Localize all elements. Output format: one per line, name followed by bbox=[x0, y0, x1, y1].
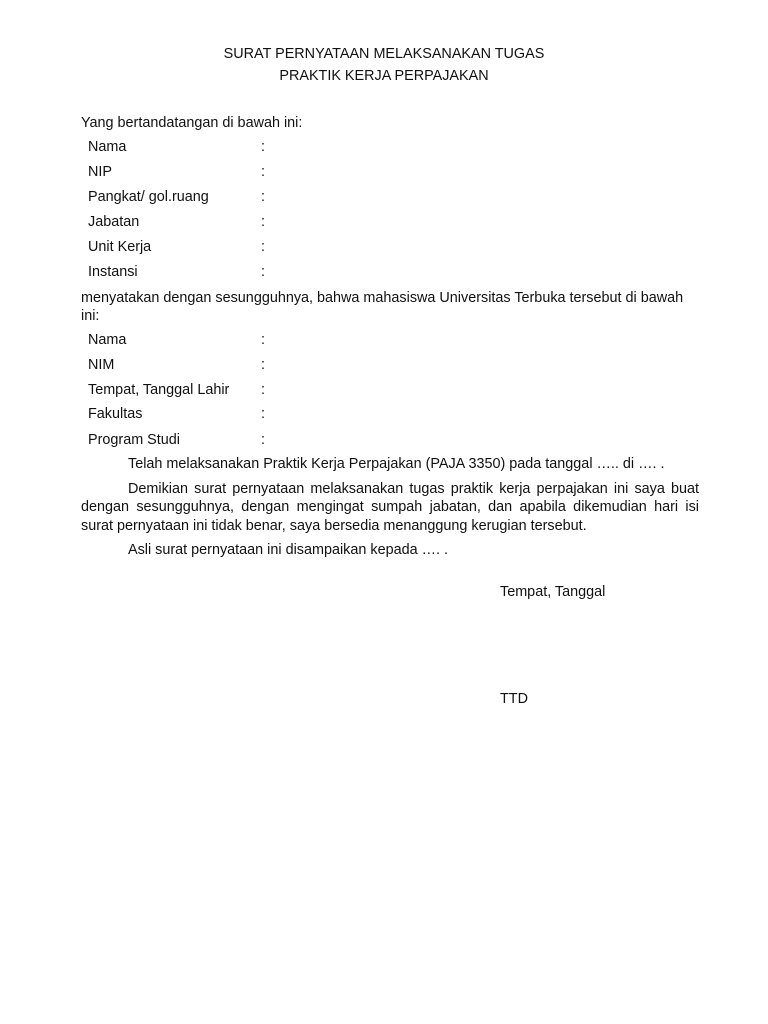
field-colon: : bbox=[261, 432, 265, 448]
field-colon: : bbox=[261, 406, 265, 422]
completed-paragraph: Telah melaksanakan Praktik Kerja Perpajakan (PAJA 3350) pada tanggal ….. di …. . bbox=[128, 456, 665, 472]
letter-title-line-2: PRAKTIK KERJA PERPAJAKAN bbox=[279, 68, 489, 84]
statement-paragraph: menyatakan dengan sesungguhnya, bahwa mahasiswa Universitas Terbuka tersebut di bawah ini: bbox=[81, 290, 684, 325]
field-label: Fakultas bbox=[88, 406, 143, 422]
field-colon: : bbox=[261, 239, 265, 255]
field-label: Instansi bbox=[88, 264, 138, 280]
closing-paragraph: Demikian surat pernyataan melaksanakan tugas praktik kerja perpajakan ini saya buat dengan sesungguhnya, dengan mengingat sumpah jabatan, dan apabila dikemudian hari isi surat pernyataan ini tidak benar, saya bersedia menanggung kerugian tersebut. bbox=[81, 481, 699, 534]
letter-title-line-1: SURAT PERNYATAAN MELAKSANAKAN TUGAS bbox=[223, 46, 545, 62]
field-colon: : bbox=[261, 382, 265, 398]
field-label: Nama bbox=[88, 139, 127, 155]
field-colon: : bbox=[261, 214, 265, 230]
field-label: Program Studi bbox=[88, 432, 180, 448]
field-colon: : bbox=[261, 357, 265, 373]
field-label: Tempat, Tanggal Lahir bbox=[88, 382, 230, 398]
field-label: NIM bbox=[88, 357, 115, 373]
field-colon: : bbox=[261, 164, 265, 180]
field-label: Nama bbox=[88, 332, 127, 348]
signature-ttd: TTD bbox=[500, 691, 528, 707]
signature-place-date: Tempat, Tanggal bbox=[500, 584, 606, 600]
field-colon: : bbox=[261, 264, 265, 280]
field-label: Unit Kerja bbox=[88, 239, 152, 255]
field-colon: : bbox=[261, 139, 265, 155]
intro-text: Yang bertandatangan di bawah ini: bbox=[81, 115, 303, 131]
field-colon: : bbox=[261, 332, 265, 348]
field-label: NIP bbox=[88, 164, 112, 180]
field-colon: : bbox=[261, 189, 265, 205]
field-label: Pangkat/ gol.ruang bbox=[88, 189, 209, 205]
field-label: Jabatan bbox=[88, 214, 140, 230]
original-to-paragraph: Asli surat pernyataan ini disampaikan kepada …. . bbox=[128, 542, 448, 558]
